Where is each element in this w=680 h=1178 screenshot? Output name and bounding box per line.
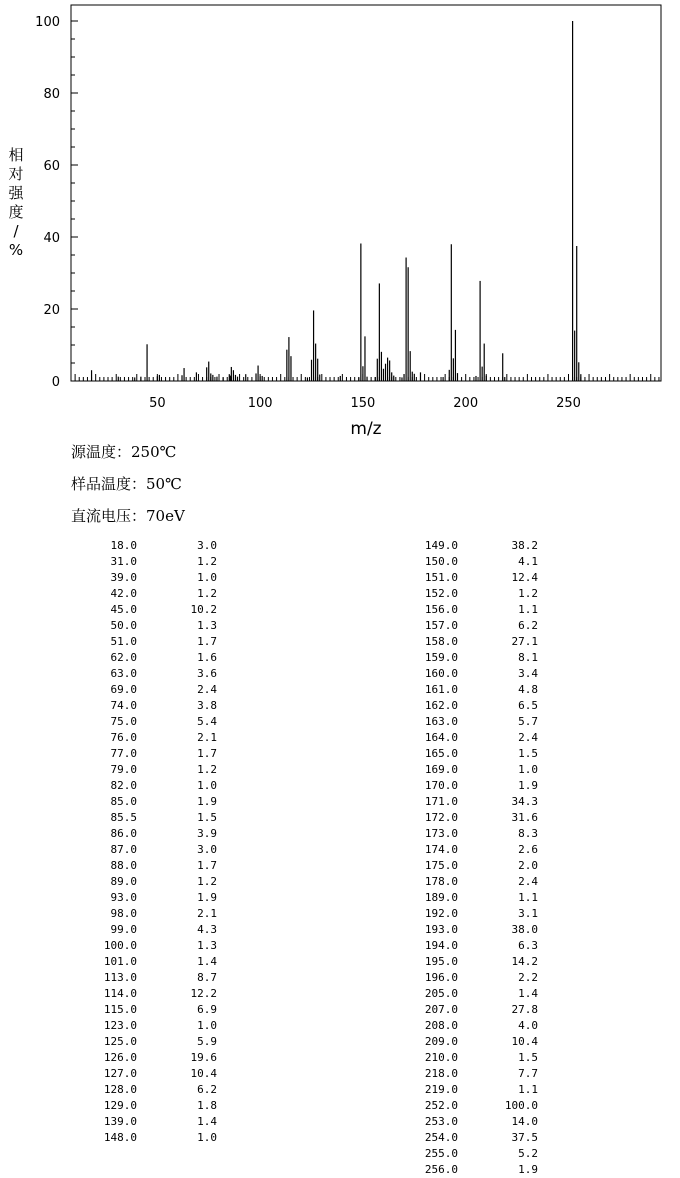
abundance-cell: 1.9 [518,779,538,792]
abundance-cell: 4.8 [518,683,538,696]
condition-label: 直流电压： [71,507,147,525]
spectrum-peaks [92,21,581,381]
abundance-cell: 3.8 [197,699,217,712]
table-row [392,666,538,682]
table-row [392,570,538,586]
abundance-cell: 3.6 [197,667,217,680]
mz-cell: 98.0 [110,907,137,920]
y-tick-label: 40 [43,231,60,246]
abundance-cell: 6.2 [518,619,538,632]
mz-cell: 172.0 [424,811,458,824]
abundance-cell: 5.4 [197,715,217,728]
table-row [392,906,538,922]
table-row [392,970,538,986]
mz-cell: 255.0 [424,1147,458,1160]
table-row [392,1018,538,1034]
table-row [71,874,217,890]
table-row [392,1082,538,1098]
table-row [71,618,217,634]
x-tick-label: 150 [350,396,376,411]
table-row [392,1114,538,1130]
mz-cell: 129.0 [103,1099,137,1112]
table-row [71,666,217,682]
abundance-cell: 3.0 [197,539,217,552]
mz-cell: 195.0 [424,955,458,968]
dc-voltage [71,505,185,526]
abundance-cell: 37.5 [511,1131,538,1144]
table-row [71,762,217,778]
tick-labels [35,15,581,411]
mz-cell: 189.0 [424,891,458,904]
mz-cell: 79.0 [110,763,137,776]
mz-cell: 126.0 [103,1051,137,1064]
abundance-cell: 3.0 [197,843,217,856]
mz-cell: 100.0 [103,939,137,952]
peak-table-left [71,538,217,1146]
mz-cell: 193.0 [424,923,458,936]
mz-cell: 101.0 [103,955,137,968]
mz-cell: 161.0 [424,683,458,696]
table-row [392,538,538,554]
mz-cell: 82.0 [110,779,137,792]
table-row [392,730,538,746]
abundance-cell: 14.0 [511,1115,538,1128]
mz-cell: 127.0 [103,1067,137,1080]
mz-cell: 151.0 [424,571,458,584]
source-temperature [71,441,176,462]
abundance-cell: 4.0 [518,1019,538,1032]
table-row [71,954,217,970]
abundance-cell: 1.2 [197,587,217,600]
table-row [71,602,217,618]
mz-cell: 85.5 [110,811,137,824]
table-row [71,1098,217,1114]
abundance-cell: 12.4 [511,571,538,584]
abundance-cell: 10.4 [190,1067,217,1080]
table-row [71,1002,217,1018]
table-row [392,1098,538,1114]
abundance-cell: 4.3 [197,923,217,936]
table-row [392,842,538,858]
mz-cell: 159.0 [424,651,458,664]
mz-cell: 139.0 [103,1115,137,1128]
mz-cell: 31.0 [110,555,137,568]
table-row [71,1050,217,1066]
mz-cell: 123.0 [103,1019,137,1032]
mz-cell: 50.0 [110,619,137,632]
abundance-cell: 1.5 [518,747,538,760]
mz-cell: 164.0 [424,731,458,744]
abundance-cell: 1.8 [197,1099,217,1112]
abundance-cell: 27.1 [511,635,538,648]
x-tick-label: 50 [149,396,166,411]
abundance-cell: 3.9 [197,827,217,840]
abundance-cell: 2.4 [518,875,538,888]
mz-cell: 51.0 [110,635,137,648]
abundance-cell: 2.2 [518,971,538,984]
mz-cell: 192.0 [424,907,458,920]
mz-cell: 196.0 [424,971,458,984]
table-row [71,922,217,938]
table-row [392,1130,538,1146]
mz-cell: 219.0 [424,1083,458,1096]
abundance-cell: 38.0 [511,923,538,936]
table-row [392,602,538,618]
table-row [392,954,538,970]
abundance-cell: 1.1 [518,891,538,904]
abundance-cell: 1.2 [518,587,538,600]
abundance-cell: 1.7 [197,747,217,760]
abundance-cell: 1.0 [518,763,538,776]
table-row [71,538,217,554]
mz-cell: 86.0 [110,827,137,840]
table-row [71,682,217,698]
mz-cell: 45.0 [110,603,137,616]
mz-cell: 42.0 [110,587,137,600]
table-row [71,1066,217,1082]
abundance-cell: 12.2 [190,987,217,1000]
table-row [71,1034,217,1050]
x-tick-label: 100 [247,396,273,411]
abundance-cell: 7.7 [518,1067,538,1080]
table-row [392,810,538,826]
abundance-cell: 1.1 [518,603,538,616]
condition-label: 源温度： [71,443,132,461]
mz-cell: 158.0 [424,635,458,648]
table-row [392,922,538,938]
mz-cell: 160.0 [424,667,458,680]
table-row [392,1034,538,1050]
y-axis-label: 相 对 强 度 / % [8,146,24,259]
mz-cell: 173.0 [424,827,458,840]
table-row [392,938,538,954]
table-row [392,986,538,1002]
table-row [71,746,217,762]
mz-cell: 89.0 [110,875,137,888]
y-tick-label: 60 [43,159,60,174]
table-row [71,650,217,666]
table-row [392,1050,538,1066]
table-row [71,570,217,586]
y-tick-label: 80 [43,87,60,102]
abundance-cell: 6.2 [197,1083,217,1096]
abundance-cell: 1.9 [518,1163,538,1176]
mz-cell: 208.0 [424,1019,458,1032]
mz-cell: 76.0 [110,731,137,744]
table-row [392,650,538,666]
abundance-cell: 6.9 [197,1003,217,1016]
table-row [392,778,538,794]
mz-cell: 156.0 [424,603,458,616]
abundance-cell: 1.0 [197,1019,217,1032]
mz-cell: 218.0 [424,1067,458,1080]
mz-cell: 148.0 [103,1131,137,1144]
abundance-cell: 8.7 [197,971,217,984]
abundance-cell: 19.6 [190,1051,217,1064]
mz-cell: 18.0 [110,539,137,552]
mz-cell: 175.0 [424,859,458,872]
abundance-cell: 1.6 [197,651,217,664]
table-row [392,826,538,842]
mz-cell: 205.0 [424,987,458,1000]
table-row [71,1018,217,1034]
mz-cell: 178.0 [424,875,458,888]
mz-cell: 253.0 [424,1115,458,1128]
mz-cell: 210.0 [424,1051,458,1064]
y-tick-label: 100 [35,15,60,30]
table-row [392,874,538,890]
table-row [71,890,217,906]
table-row [71,586,217,602]
table-row [71,554,217,570]
abundance-cell: 1.9 [197,891,217,904]
table-row [392,762,538,778]
x-tick-label: 200 [453,396,479,411]
mz-cell: 99.0 [110,923,137,936]
mz-cell: 209.0 [424,1035,458,1048]
mz-cell: 169.0 [424,763,458,776]
table-row [392,554,538,570]
condition-value: 250℃ [131,443,177,461]
table-row [392,682,538,698]
mz-cell: 39.0 [110,571,137,584]
abundance-cell: 8.3 [518,827,538,840]
mz-cell: 114.0 [103,987,137,1000]
mass-spectrum-chart [0,0,680,440]
abundance-cell: 10.2 [190,603,217,616]
abundance-cell: 14.2 [511,955,538,968]
mz-cell: 163.0 [424,715,458,728]
abundance-cell: 1.9 [197,795,217,808]
abundance-cell: 5.2 [518,1147,538,1160]
abundance-cell: 1.0 [197,571,217,584]
abundance-cell: 1.3 [197,939,217,952]
abundance-cell: 2.1 [197,731,217,744]
table-row [71,778,217,794]
table-row [71,938,217,954]
mz-cell: 170.0 [424,779,458,792]
table-row [71,1082,217,1098]
abundance-cell: 1.5 [518,1051,538,1064]
mz-cell: 174.0 [424,843,458,856]
abundance-cell: 3.4 [518,667,538,680]
table-row [71,1130,217,1146]
mz-cell: 171.0 [424,795,458,808]
mz-cell: 77.0 [110,747,137,760]
abundance-cell: 1.0 [197,1131,217,1144]
table-row [392,890,538,906]
table-row [71,730,217,746]
abundance-cell: 38.2 [511,539,538,552]
table-row [71,906,217,922]
mz-cell: 75.0 [110,715,137,728]
condition-label: 样品温度： [71,475,147,493]
table-row [392,858,538,874]
mz-cell: 88.0 [110,859,137,872]
mz-cell: 128.0 [103,1083,137,1096]
table-row [392,1066,538,1082]
mz-cell: 125.0 [103,1035,137,1048]
table-row [392,618,538,634]
mz-cell: 157.0 [424,619,458,632]
abundance-cell: 1.0 [197,779,217,792]
mz-cell: 256.0 [424,1163,458,1176]
y-tick-label: 0 [51,375,60,390]
x-axis-label: m/z [350,419,382,439]
abundance-cell: 1.2 [197,555,217,568]
mz-cell: 150.0 [424,555,458,568]
abundance-cell: 4.1 [518,555,538,568]
abundance-cell: 10.4 [511,1035,538,1048]
mz-cell: 162.0 [424,699,458,712]
mz-cell: 93.0 [110,891,137,904]
table-row [71,810,217,826]
mz-cell: 74.0 [110,699,137,712]
mz-cell: 69.0 [110,683,137,696]
table-row [71,826,217,842]
table-row [392,1002,538,1018]
abundance-cell: 6.5 [518,699,538,712]
mz-cell: 152.0 [424,587,458,600]
abundance-cell: 8.1 [518,651,538,664]
abundance-cell: 2.1 [197,907,217,920]
abundance-cell: 100.0 [504,1099,538,1112]
abundance-cell: 1.2 [197,763,217,776]
mz-cell: 63.0 [110,667,137,680]
mz-cell: 115.0 [103,1003,137,1016]
abundance-cell: 6.3 [518,939,538,952]
mz-cell: 62.0 [110,651,137,664]
table-row [392,634,538,650]
abundance-cell: 34.3 [511,795,538,808]
table-row [392,714,538,730]
mz-cell: 149.0 [424,539,458,552]
abundance-cell: 1.7 [197,859,217,872]
abundance-cell: 1.1 [518,1083,538,1096]
table-row [71,842,217,858]
abundance-cell: 1.2 [197,875,217,888]
mz-cell: 165.0 [424,747,458,760]
mz-cell: 254.0 [424,1131,458,1144]
sample-temperature [71,473,182,494]
mz-cell: 207.0 [424,1003,458,1016]
y-tick-label: 20 [43,303,60,318]
table-row [392,698,538,714]
table-row [71,1114,217,1130]
abundance-cell: 31.6 [511,811,538,824]
abundance-cell: 5.9 [197,1035,217,1048]
mz-cell: 113.0 [103,971,137,984]
table-row [71,794,217,810]
abundance-cell: 1.3 [197,619,217,632]
x-tick-label: 250 [556,396,581,411]
table-row [392,794,538,810]
axis-ticks [71,21,659,381]
abundance-cell: 1.4 [197,955,217,968]
table-row [71,858,217,874]
mz-cell: 85.0 [110,795,137,808]
abundance-cell: 2.4 [518,731,538,744]
table-row [71,714,217,730]
table-row [71,986,217,1002]
abundance-cell: 1.4 [197,1115,217,1128]
abundance-cell: 2.4 [197,683,217,696]
abundance-cell: 5.7 [518,715,538,728]
table-row [71,970,217,986]
abundance-cell: 1.4 [518,987,538,1000]
abundance-cell: 1.7 [197,635,217,648]
condition-value: 70eV [146,507,185,525]
table-row [392,746,538,762]
mz-cell: 252.0 [424,1099,458,1112]
condition-value: 50℃ [146,475,182,493]
peak-table-right [392,538,538,1178]
table-row [392,1146,538,1162]
abundance-cell: 2.6 [518,843,538,856]
mz-cell: 87.0 [110,843,137,856]
table-row [71,698,217,714]
mz-cell: 194.0 [424,939,458,952]
table-row [392,586,538,602]
abundance-cell: 1.5 [197,811,217,824]
abundance-cell: 2.0 [518,859,538,872]
table-row [71,634,217,650]
abundance-cell: 27.8 [511,1003,538,1016]
abundance-cell: 3.1 [518,907,538,920]
